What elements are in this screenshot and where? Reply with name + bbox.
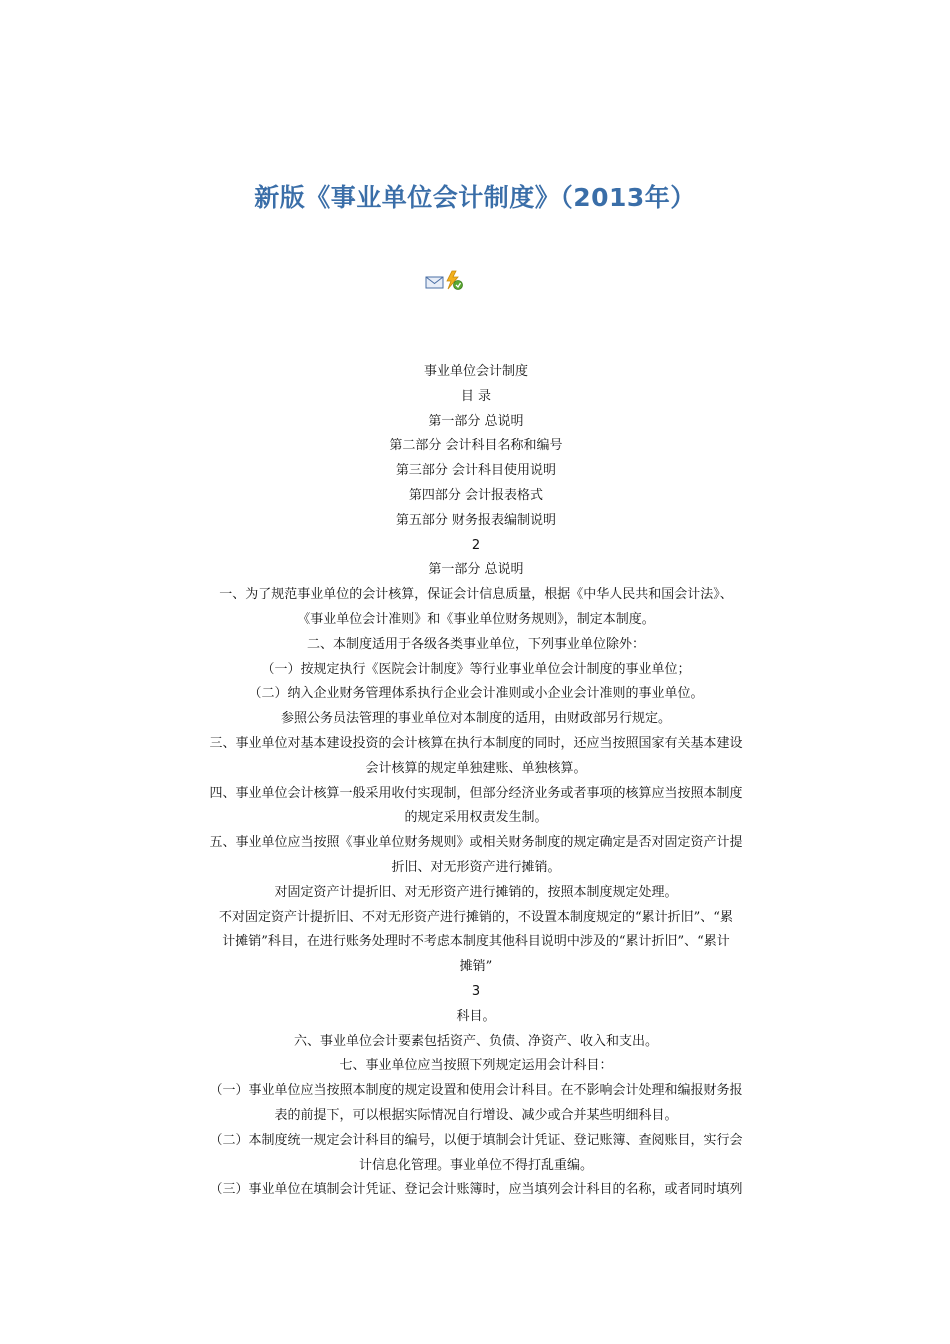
text-line: 一、为了规范事业单位的会计核算，保证会计信息质量，根据《中华人民共和国会计法》、 <box>219 587 733 603</box>
page-number: 3 <box>471 983 481 999</box>
text-line: 六、事业单位会计要素包括资产、负债、净资产、收入和支出。 <box>293 1033 658 1049</box>
page-number: 2 <box>471 537 481 553</box>
text-line: 科目。 <box>456 1008 496 1024</box>
text-line: （二）纳入企业财务管理体系执行企业会计准则或小企业会计准则的事业单位。 <box>248 686 704 702</box>
text-line: 三、事业单位对基本建设投资的会计核算在执行本制度的同时，还应当按照国家有关基本建设 <box>209 735 743 751</box>
lightning-share-icon[interactable] <box>447 271 463 290</box>
text-line: 会计核算的规定单独建账、单独核算。 <box>365 760 587 776</box>
text-line: 第二部分 会计科目名称和编号 <box>389 438 563 454</box>
text-line: （一）按规定执行《医院会计制度》等行业事业单位会计制度的事业单位； <box>261 661 691 677</box>
text-line: 计信息化管理。事业单位不得打乱重编。 <box>358 1157 593 1173</box>
text-line: 第五部分 财务报表编制说明 <box>395 512 557 528</box>
text-line: （一）事业单位应当按照本制度的规定设置和使用会计科目。在不影响会计处理和编报财务报 <box>209 1083 743 1099</box>
text-line: （三）事业单位在填制会计凭证、登记会计账簿时，应当填列会计科目的名称，或者同时填列 <box>209 1182 743 1198</box>
text-line: 七、事业单位应当按照下列规定运用会计科目： <box>339 1058 613 1074</box>
text-line: 四、事业单位会计核算一般采用收付实现制，但部分经济业务或者事项的核算应当按照本制度 <box>209 785 743 801</box>
document-body <box>178 360 774 1203</box>
document-title: 新版《事业单位会计制度》（2013年） <box>254 183 696 212</box>
text-line: 第四部分 会计报表格式 <box>408 487 544 503</box>
mail-icon[interactable] <box>426 277 443 288</box>
text-line: 第三部分 会计科目使用说明 <box>395 463 557 479</box>
text-line: 目 录 <box>460 388 492 404</box>
text-line: 摊销” <box>459 959 493 975</box>
text-line: 事业单位会计制度 <box>423 364 528 379</box>
icon-group <box>425 270 469 292</box>
text-line: 第一部分 总说明 <box>428 562 524 578</box>
text-line: （二）本制度统一规定会计科目的编号，以便于填制会计凭证、登记账簿、查阅账目，实行会 <box>209 1132 743 1148</box>
text-line: 对固定资产计提折旧、对无形资产进行摊销的，按照本制度规定处理。 <box>274 884 678 900</box>
text-line: 《事业单位会计准则》和《事业单位财务规则》，制定本制度。 <box>297 611 655 627</box>
text-line: 五、事业单位应当按照《事业单位财务规则》或相关财务制度的规定确定是否对固定资产计提 <box>209 835 743 851</box>
text-line: 折旧、对无形资产进行摊销。 <box>391 859 561 875</box>
text-line: 二、本制度适用于各级各类事业单位，下列事业单位除外： <box>306 636 645 652</box>
text-line: 参照公务员法管理的事业单位对本制度的适用，由财政部另行规定。 <box>280 711 671 727</box>
text-line: 表的前提下，可以根据实际情况自行增设、减少或合并某些明细科目。 <box>274 1107 678 1123</box>
text-line: 第一部分 总说明 <box>428 413 524 429</box>
text-line: 不对固定资产计提折旧、不对无形资产进行摊销的，不设置本制度规定的“累计折旧”、“累 <box>219 909 733 925</box>
text-line: 的规定采用权责发生制。 <box>404 810 548 826</box>
text-line: 计摊销”科目，在进行账务处理时不考虑本制度其他科目说明中涉及的“累计折旧”、“累计 <box>222 934 730 950</box>
